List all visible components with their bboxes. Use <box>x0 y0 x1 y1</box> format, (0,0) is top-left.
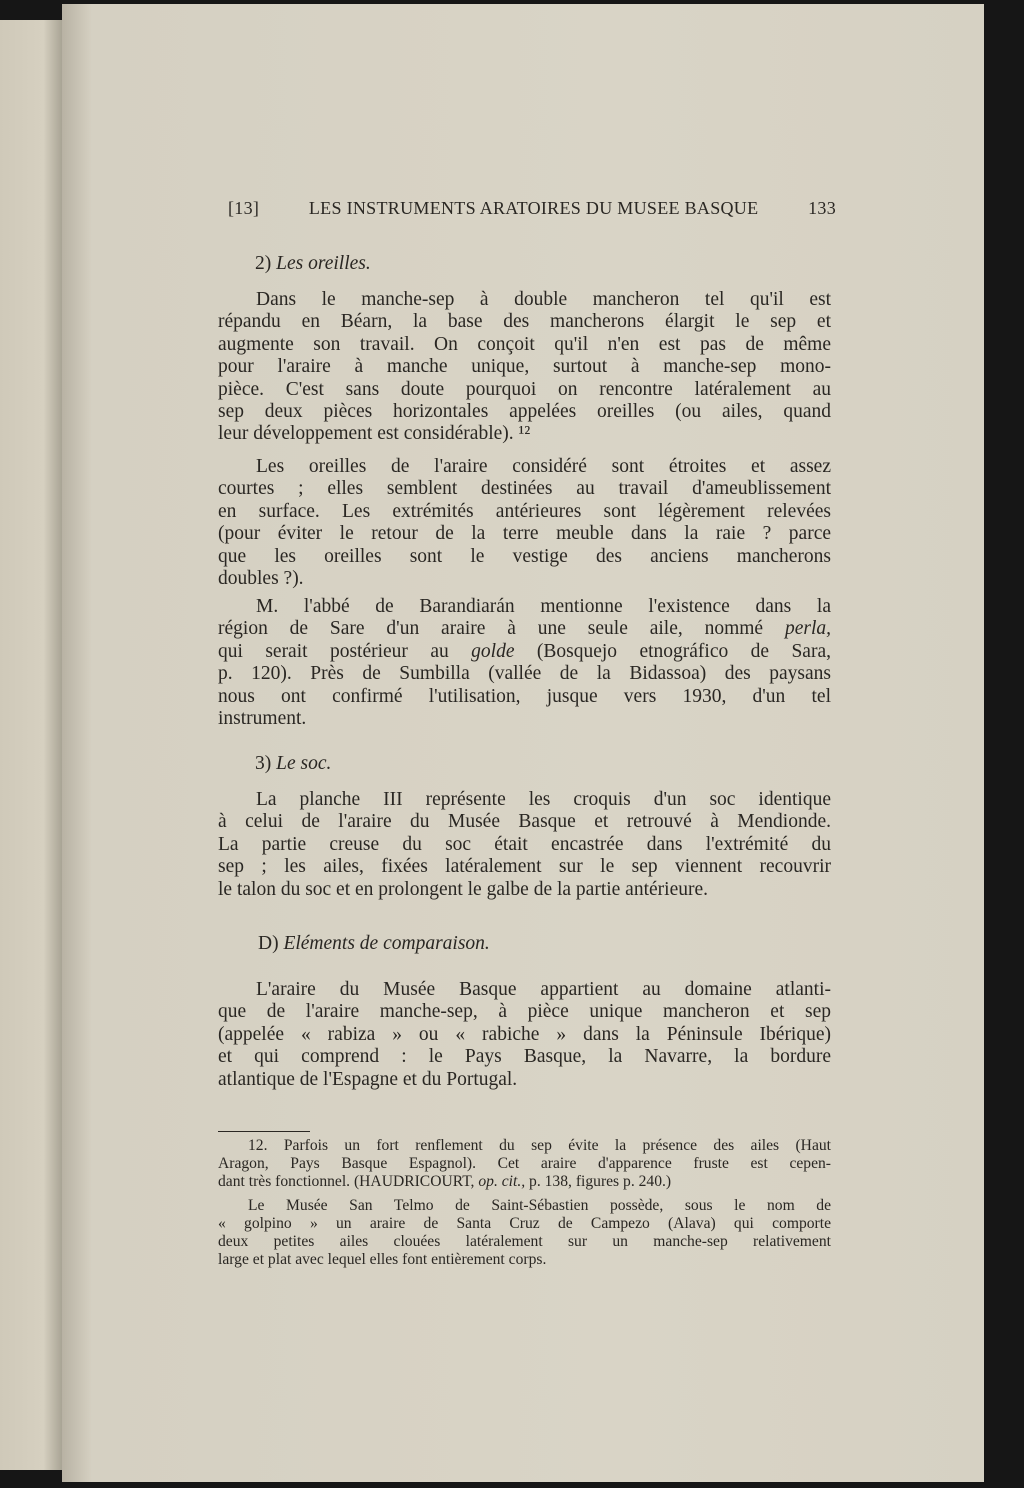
text: pièce. C'est sans doute pourquoi on rencontre latéralement au <box>218 378 831 400</box>
text-line <box>218 1173 831 1191</box>
text: région de Sare d'un araire à une seule aile, nommé <box>218 618 785 640</box>
text-line <box>218 478 831 500</box>
paragraph <box>218 289 831 446</box>
text-line <box>218 708 831 730</box>
text: Les oreilles de l'araire considéré sont étroites et assez <box>256 456 831 477</box>
heading-text: Eléments de comparaison. <box>283 933 490 954</box>
text: (Bosquejo etnográfico de Sara, <box>514 640 831 662</box>
text: (pour éviter le retour de la terre meuble dans la raie ? parce <box>218 523 831 545</box>
text-line <box>218 1197 831 1215</box>
text: atlantique de l'Espagne et du Portugal. <box>218 1068 518 1090</box>
text: que les oreilles sont le vestige des anciens mancherons <box>218 545 831 567</box>
footnote <box>218 1197 831 1269</box>
heading-text: Le soc. <box>276 753 332 774</box>
text-line <box>218 979 831 1001</box>
running-header <box>228 198 836 219</box>
paragraph <box>218 456 831 590</box>
text-line <box>218 879 831 901</box>
text: sep deux pièces horizontales appelées oreilles (ou ailes, quand <box>218 400 831 422</box>
text-line <box>218 1024 831 1046</box>
text: M. l'abbé de Barandiarán mentionne l'existence dans la <box>256 596 831 617</box>
italic-text: golde <box>471 640 515 662</box>
text: La partie creuse du soc était encastrée dans l'extrémité du <box>218 833 831 855</box>
text: Aragon, Pays Basque Espagnol). Cet araire d'apparence fruste est cepen- <box>218 1155 831 1172</box>
text: le talon du soc et en prolongent le galbe de la partie antérieure. <box>218 878 709 900</box>
text-line <box>218 1215 831 1233</box>
text: « golpino » un araire de Santa Cruz de Campezo (Alava) qui comporte <box>218 1215 831 1232</box>
text: en surface. Les extrémités antérieures sont légèrement relevées <box>218 500 831 522</box>
footnote-separator <box>218 1131 310 1132</box>
text-line <box>218 523 831 545</box>
text-line <box>218 379 831 401</box>
text-line <box>218 596 831 618</box>
footnote <box>218 1137 831 1191</box>
text: instrument. <box>218 707 307 729</box>
text: Le Musée San Telmo de Saint-Sébastien possède, sous le nom de <box>248 1197 831 1214</box>
text: nous ont confirmé l'utilisation, jusque vers 1930, d'un tel <box>218 685 831 707</box>
text: à celui de l'araire du Musée Basque et retrouvé à Mendionde. <box>218 811 831 833</box>
text: deux petites ailes clouées latéralement sur un manche-sep relativement <box>218 1233 831 1250</box>
paragraph <box>218 979 831 1091</box>
text-line <box>218 501 831 523</box>
text-line <box>218 546 831 568</box>
heading-comparaison <box>258 933 490 955</box>
text: qui serait postérieur au <box>218 640 472 662</box>
paragraph <box>218 789 831 901</box>
italic-text: perla, <box>784 618 831 640</box>
text-line <box>218 1001 831 1023</box>
text: répandu en Béarn, la base des mancherons élargit le sep et <box>218 311 831 333</box>
text-line <box>218 834 831 856</box>
italic-text: op. cit., <box>478 1173 526 1190</box>
running-title: LES INSTRUMENTS ARATOIRES DU MUSEE BASQUE <box>308 198 759 218</box>
text-line <box>218 1155 831 1173</box>
text-line <box>218 663 831 685</box>
text: (appelée « rabiza » ou « rabiche » dans la Péninsule Ibérique) <box>218 1023 831 1045</box>
text-line <box>218 456 831 478</box>
text: que de l'araire manche-sep, à pièce unique mancheron et sep <box>218 1001 831 1023</box>
text: large et plat avec lequel elles font entièrement corps. <box>218 1251 547 1268</box>
text: L'araire du Musée Basque appartient au domaine atlanti- <box>256 979 831 1000</box>
text-line <box>218 356 831 378</box>
heading-number: 2) <box>255 253 272 274</box>
text-line <box>218 1069 831 1091</box>
text: p. 138, figures p. 240.) <box>525 1173 672 1190</box>
text-line <box>218 1046 831 1068</box>
text: 12. Parfois un fort renflement du sep évite la présence des ailes (Haut <box>248 1137 831 1154</box>
text: leur développement est considérable). ¹² <box>218 423 531 445</box>
text: pour l'araire à manche unique, surtout à manche-sep mono- <box>218 356 831 378</box>
text-line <box>218 811 831 833</box>
text-line <box>218 568 831 590</box>
text-line <box>218 289 831 311</box>
heading-soc <box>255 753 331 775</box>
text: Dans le manche-sep à double mancheron tel qu'il est <box>256 289 831 310</box>
heading-text: Les oreilles. <box>276 253 371 274</box>
text: doubles ?). <box>218 567 304 589</box>
text: courtes ; elles semblent destinées au travail d'ameublissement <box>218 478 831 500</box>
heading-number: 3) <box>255 753 272 774</box>
text-line <box>218 856 831 878</box>
text: La planche III représente les croquis d'un soc identique <box>256 789 831 810</box>
text-line <box>218 1233 831 1251</box>
text-line <box>218 789 831 811</box>
heading-number: D) <box>258 933 279 954</box>
text: sep ; les ailes, fixées latéralement sur le sep viennent recouvrir <box>218 856 831 878</box>
section-number: [13] <box>228 198 260 218</box>
text-line <box>218 423 831 445</box>
text-line <box>218 1251 831 1269</box>
page-number: 133 <box>808 198 836 218</box>
text: p. 120). Près de Sumbilla (vallée de la Bidassoa) des paysans <box>218 663 831 685</box>
text-line <box>218 641 831 663</box>
text-line <box>218 334 831 356</box>
text-line <box>218 311 831 333</box>
text-line <box>218 1137 831 1155</box>
text-line <box>218 686 831 708</box>
text: augmente son travail. On conçoit qu'il n'en est pas de même <box>218 333 831 355</box>
text-line <box>218 618 831 640</box>
text: dant très fonctionnel. (HAUDRICOURT, <box>218 1173 479 1190</box>
text-line <box>218 401 831 423</box>
facing-page-edge <box>0 20 62 1470</box>
heading-oreilles <box>255 253 371 275</box>
paragraph <box>218 596 831 730</box>
text: et qui comprend : le Pays Basque, la Navarre, la bordure <box>218 1046 831 1068</box>
